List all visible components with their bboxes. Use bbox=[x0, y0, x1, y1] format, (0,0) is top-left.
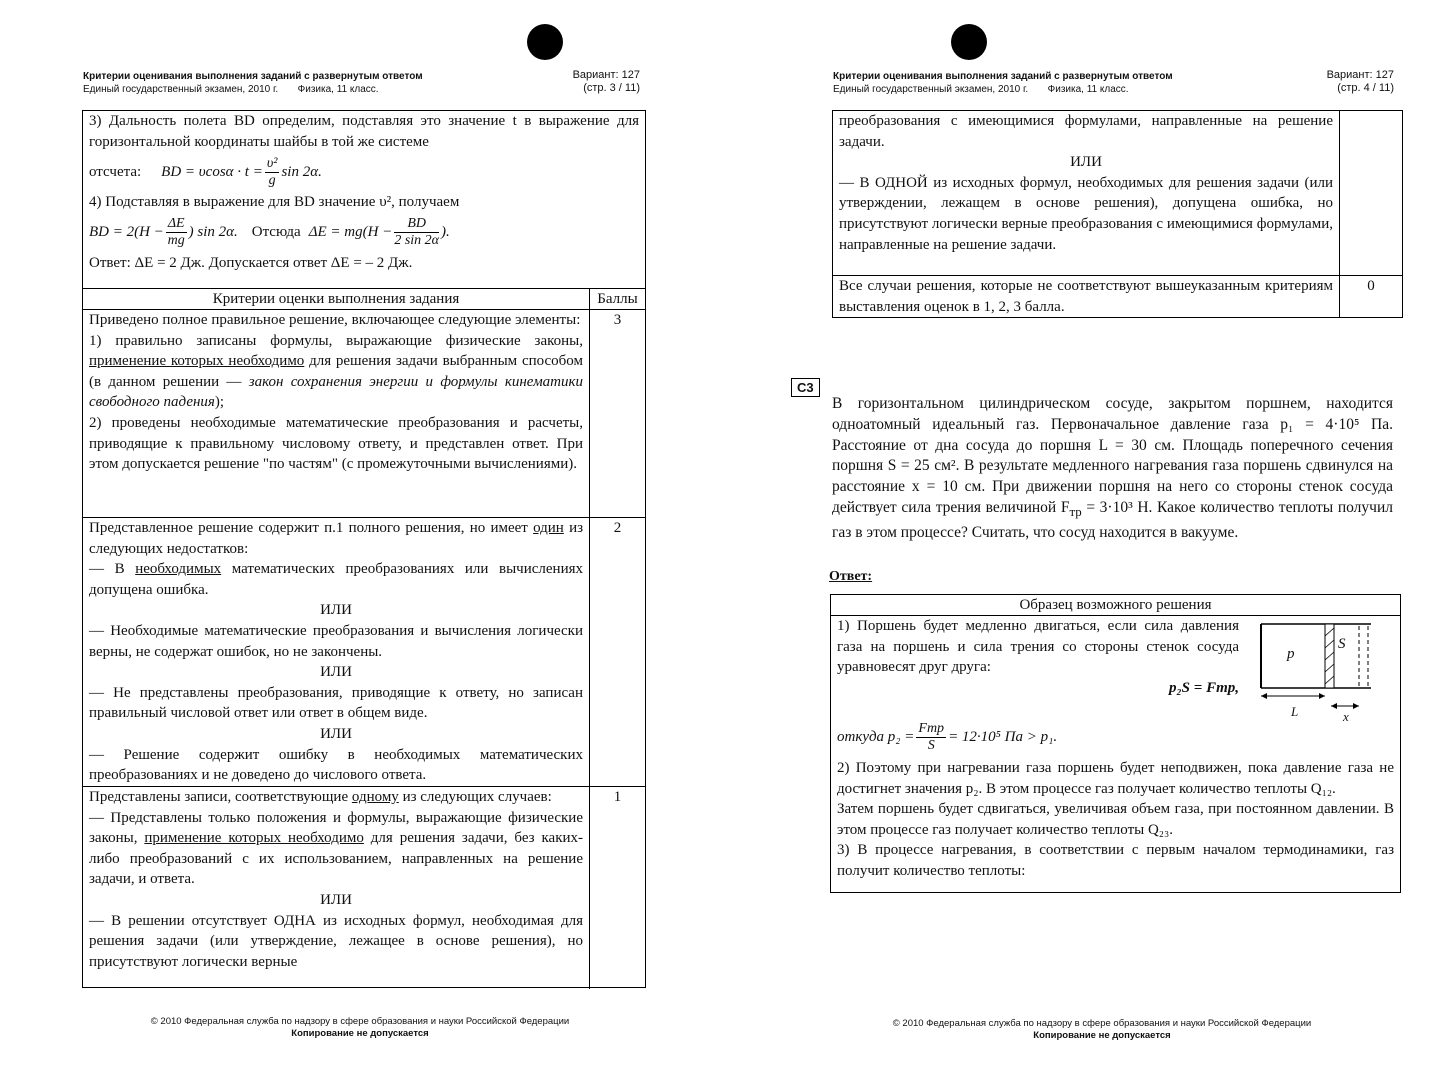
step4-b-den: 2 sin 2α bbox=[394, 233, 440, 249]
sample-step1-formula bbox=[837, 716, 1394, 758]
variant-number: Вариант: 127 bbox=[1326, 69, 1394, 81]
page-footer bbox=[100, 1016, 620, 1040]
step4-fraction-b bbox=[394, 216, 439, 249]
sample-title: Образец возможного решения bbox=[1019, 597, 1212, 613]
c2-p4: — Не представлены преобразования, приводящие к ответу, но записан правильный числовой ответ или ответ в общем виде. bbox=[89, 684, 583, 722]
footer-copyright: © 2010 Федеральная служба по надзору в сфере образования и науки Российской Федерации bbox=[892, 1018, 1312, 1029]
c1-or-1: ИЛИ bbox=[320, 891, 352, 908]
header-subject: Физика, 11 класс. bbox=[1047, 84, 1129, 95]
solution-block bbox=[83, 111, 645, 288]
page-header bbox=[833, 70, 1173, 96]
step4-a-num: ΔE bbox=[167, 216, 185, 232]
step4-text: 4) Подставляя в выражение для BD значение υ², получаем bbox=[89, 194, 460, 211]
criteria-score-2: 2 bbox=[589, 518, 645, 786]
c2-p1-a: Представленное решение содержит п.1 полного решения, но имеет bbox=[89, 520, 528, 536]
header-title: Критерии оценивания выполнения заданий с развернутым ответом bbox=[833, 71, 1173, 82]
variant-number: Вариант: 127 bbox=[572, 69, 640, 81]
criteria-row-0 bbox=[833, 275, 1402, 317]
criteria-header-row bbox=[83, 288, 645, 309]
c1-p2-underlined: применение которых необходимо bbox=[144, 830, 364, 847]
label-l: L bbox=[1291, 704, 1299, 719]
sample-step1-tail: = 12·10⁵ Па > p₁. bbox=[948, 728, 1058, 745]
c1-p2-a: — Представлены только положения и формулы, выражающие физические законы, bbox=[89, 809, 583, 847]
c2-p2-a: — В bbox=[89, 561, 125, 578]
c3-p1: Приведено полное правильное решение, включающее следующие элементы: bbox=[89, 312, 581, 328]
criteria-score-1: 1 bbox=[589, 787, 645, 989]
footer-copyright: © 2010 Федеральная служба по надзору в сфере образования и науки Российской Федерации bbox=[150, 1016, 570, 1027]
step4-formula-a: BD = 2(H − bbox=[89, 224, 164, 241]
sample-fraction bbox=[916, 721, 946, 754]
criteria-row-1 bbox=[83, 786, 645, 989]
c3-p3: 2) проведены необходимые математические преобразования и расчеты, приводящие к правильному числовому ответу, и представлен ответ. При этом допускается решение "по частям" (с промежуточными вычислениями). bbox=[89, 414, 583, 473]
step3-formula bbox=[89, 152, 639, 192]
solution-criteria-table bbox=[82, 110, 646, 988]
c2-or-1: ИЛИ bbox=[320, 602, 352, 619]
c1-p1-a: Представлены записи, соответствующие bbox=[89, 789, 349, 805]
step3-num: υ² bbox=[266, 155, 278, 171]
header-variant bbox=[1294, 69, 1394, 95]
c3-p2-underlined: применение которых необходимо bbox=[89, 353, 305, 370]
cont-p1: преобразования с имеющимися формулами, направленные на решение задачи. bbox=[839, 113, 1333, 150]
c2-p2-underlined: необходимых bbox=[135, 561, 222, 578]
c1-p1 bbox=[89, 787, 583, 808]
page-number: (стр. 3 / 11) bbox=[583, 82, 640, 94]
criteria-row-3 bbox=[83, 309, 645, 517]
step3-formula-lhs: BD = υcosα · t = bbox=[161, 163, 263, 180]
footer-notice: Копирование не допускается bbox=[291, 1028, 429, 1039]
c2-p2-b: математических преобразованиях или вычислениях допущена ошибка. bbox=[89, 561, 584, 598]
sample-step2b: Затем поршень будет сдвигаться, увеличивая объем газа, при постоянном давлении. В этом процессе газ получает количество теплоты Q₂₃. bbox=[837, 801, 1394, 838]
c3-p2-italic: закон сохранения энергии и формулы кинематики свободного падения bbox=[89, 373, 584, 411]
header-title: Критерии оценивания выполнения заданий с развернутым ответом bbox=[83, 71, 423, 82]
header-subject: Физика, 11 класс. bbox=[297, 84, 379, 95]
answer-label: Ответ: bbox=[829, 569, 873, 584]
step3-prefix: отсчета: bbox=[89, 163, 142, 180]
step4-fraction-a bbox=[166, 216, 187, 249]
c2-or-3: ИЛИ bbox=[320, 725, 352, 742]
step3-formula-tail: sin 2α. bbox=[281, 163, 322, 180]
sample-step2: 2) Поэтому при нагревании газа поршень будет неподвижен, пока давление газа не достигнет значения p₂. В этом процессе газ получает количество теплоты Q₁₂. bbox=[837, 760, 1394, 797]
task-text-2: = 3·10³ Н. Какое количество теплоты получил газ в этом процессе? Считать, что сосуд находится в вакууме. bbox=[832, 498, 1393, 541]
page-number: (стр. 4 / 11) bbox=[1337, 82, 1394, 94]
sample-step1: 1) Поршень будет медленно двигаться, если сила давления газа на поршень и сила трения со стороны стенок сосуда уравновесят друг друга: bbox=[837, 618, 1239, 676]
footer-notice: Копирование не допускается bbox=[1033, 1030, 1171, 1041]
criteria-row-2 bbox=[83, 517, 645, 786]
cylinder-piston-diagram bbox=[1239, 616, 1389, 716]
criteria-header-title: Критерии оценки выполнения задания bbox=[212, 291, 460, 307]
sample-solution-table bbox=[830, 594, 1401, 893]
step4-formula-b-tail: ). bbox=[441, 224, 450, 241]
criteria-header-score: Баллы bbox=[589, 289, 645, 309]
step4-formula bbox=[89, 213, 639, 253]
c2-p1-underlined: один bbox=[533, 520, 564, 536]
page-footer bbox=[842, 1018, 1362, 1042]
c3-p2-c: ); bbox=[214, 394, 225, 411]
right-page bbox=[722, 0, 1443, 1079]
task-text-1: В горизонтальном цилиндрическом сосуде, закрытом поршнем, находится одноатомный идеальный газ. Первоначальное давление газа p₁ = 4·10⁵ Па. Расстояние от дна сосуда до поршня L = 30 см. Площадь поперечного сечения поршня S = 25 см². В результате медленного нагревания газа поршень сдвинулся на расстояние x = 10 см. При движении поршня на него со стороны стенок сосуда действует сила трения величиной F bbox=[832, 395, 1393, 516]
punch-hole bbox=[527, 24, 563, 60]
c2-p5: — Решение содержит ошибку в необходимых математических преобразованиях и не доведено до числового ответа. bbox=[89, 746, 583, 784]
answer-line: Ответ: ΔE = 2 Дж. Допускается ответ ΔE = – 2 Дж. bbox=[89, 254, 413, 271]
header-subtitle: Единый государственный экзамен, 2010 г. bbox=[833, 84, 1029, 95]
label-s: S bbox=[1338, 636, 1346, 652]
label-p: p bbox=[1287, 646, 1295, 662]
cont-p2: — В ОДНОЙ из исходных формул, необходимых для решения задачи (или утверждении, лежащем в основе решения), допущена ошибка, но присутствуют логически верные преобразования с имеющимися формулами, направленные на решение задачи. bbox=[839, 174, 1333, 253]
c1-p2 bbox=[89, 808, 583, 890]
criteria-score-empty bbox=[1339, 111, 1402, 275]
step4-formula-a-tail: ) sin 2α. bbox=[188, 224, 238, 241]
c2-p2 bbox=[89, 559, 583, 600]
c2-p1 bbox=[89, 518, 583, 559]
c1-p1-underlined: одному bbox=[351, 789, 399, 805]
step4-hence: Отсюда bbox=[251, 224, 301, 241]
sample-step3: 3) В процессе нагревания, в соответствии с первым началом термодинамики, газ получит количество теплоты: bbox=[837, 842, 1394, 879]
sample-step1-eq: p₂S = Fтр, bbox=[1168, 679, 1239, 696]
c1-p3: — В решении отсутствует ОДНА из исходных формул, необходимая для решения задачи (или утверждение, лежащее в основе решения), но присутствуют логически верные bbox=[89, 912, 583, 970]
step4-formula-b: ΔE = mg(H − bbox=[308, 224, 393, 241]
left-page bbox=[0, 0, 720, 1079]
header-subtitle: Единый государственный экзамен, 2010 г. bbox=[83, 84, 279, 95]
c1-p1-b: из следующих случаев: bbox=[402, 789, 552, 805]
piston-diagram bbox=[1239, 616, 1389, 724]
step3-text: 3) Дальность полета BD определим, подставляя это значение t в выражение для горизонтальной координаты шайбы в той же системе bbox=[89, 113, 639, 150]
task-label: C3 bbox=[791, 378, 820, 397]
c2-or-2: ИЛИ bbox=[320, 664, 352, 681]
sample-frac-den: S bbox=[927, 737, 935, 753]
c2-p3: — Необходимые математические преобразования и вычисления логически верны, не содержат ошибок, но не закончены. bbox=[89, 622, 583, 660]
step4-a-den: mg bbox=[167, 233, 185, 249]
c3-p2 bbox=[89, 331, 583, 413]
page-header bbox=[83, 70, 423, 96]
c1-p2-b: для решения задачи, без каких-либо преобразований с их использованием, направленных на решение задачи, и ответа. bbox=[89, 830, 584, 888]
zero-text: Все случаи решения, которые не соответствуют вышеуказанным критериям выставления оценок в 1, 2, 3 балла. bbox=[839, 278, 1333, 315]
sample-frac-num: Fтр bbox=[918, 720, 945, 736]
criteria-score-3: 3 bbox=[589, 310, 645, 517]
cont-or: ИЛИ bbox=[1070, 154, 1102, 171]
sample-body bbox=[831, 615, 1400, 882]
criteria-score-0: 0 bbox=[1339, 276, 1402, 317]
criteria-continuation-table bbox=[832, 110, 1403, 318]
c3-p2-a: 1) правильно записаны формулы, выражающие физические законы, bbox=[89, 332, 583, 349]
criteria-row-1-cont bbox=[833, 111, 1402, 275]
task-text-sub: тр bbox=[1069, 504, 1082, 520]
task-text bbox=[832, 394, 1393, 544]
step3-den: g bbox=[268, 172, 276, 188]
c3-p2-b: для решения задачи выбранным способом (в данном решении — bbox=[89, 353, 584, 390]
sample-title-row bbox=[831, 595, 1400, 615]
punch-hole bbox=[951, 24, 987, 60]
sample-step1-hence: откуда p₂ = bbox=[837, 728, 915, 745]
label-x: x bbox=[1343, 709, 1349, 724]
c2-p1-b: из следующих недостатков: bbox=[89, 520, 584, 557]
step3-fraction bbox=[265, 156, 280, 189]
header-variant bbox=[540, 69, 640, 95]
step4-b-num: BD bbox=[394, 216, 439, 233]
